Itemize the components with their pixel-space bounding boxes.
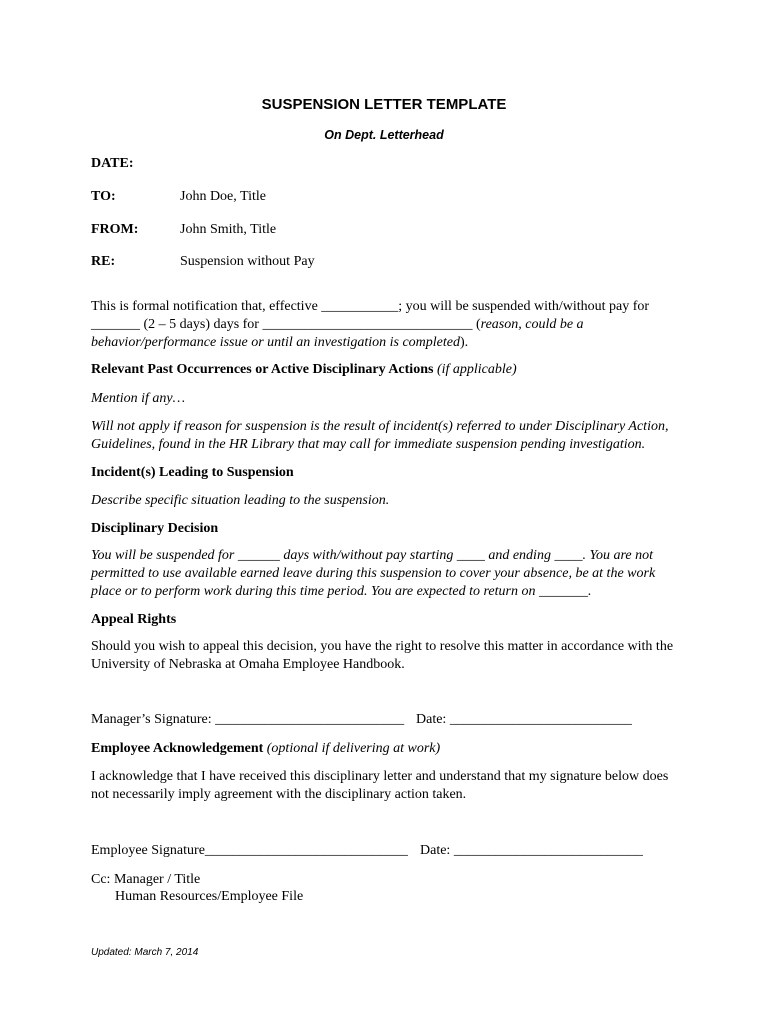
to-label: TO: (91, 189, 116, 204)
decision-heading: Disciplinary Decision (91, 521, 219, 536)
incidents-heading: Incident(s) Leading to Suspension (91, 465, 294, 480)
from-label: FROM: (91, 222, 139, 237)
re-label: RE: (91, 254, 116, 269)
employee-signature-date: Date: ___________________________ (420, 843, 643, 858)
cc-line-2: Human Resources/Employee File (115, 889, 304, 904)
appeal-body: Should you wish to appeal this decision, you have the right to resolve this matter in accordance with the University of Nebraska at Omaha Employee Handbook. (91, 639, 674, 672)
re-value: Suspension without Pay (180, 254, 315, 269)
acknowledgement-note: (optional if delivering at work) (266, 741, 441, 756)
intro-reason: reason, could be a behavior/performance issue or until an investigation is completed (91, 317, 584, 350)
manager-signature-date: Date: __________________________ (416, 712, 632, 727)
cc-line-1: Cc: Manager / Title (91, 872, 201, 887)
acknowledgement-heading: Employee Acknowledgement (91, 741, 264, 756)
from-value: John Smith, Title (180, 222, 277, 237)
past-occurrences-body: Will not apply if reason for suspension is the result of incident(s) referred to under Disciplinary Action, Guidelines, found in the HR Library that may call for immediate suspension pending investigation. (91, 419, 669, 452)
past-occurrences-mention: Mention if any… (91, 391, 186, 406)
document-title: SUSPENSION LETTER TEMPLATE (261, 96, 507, 113)
employee-signature-line: Employee Signature_____________________________ (91, 843, 408, 858)
past-occurrences-note: (if applicable) (436, 362, 517, 377)
intro-text: This is formal notification that, effective ___________; you will be suspended with/without pay for _______ (2 – 5 days) days for ______________________________ ( (91, 299, 650, 332)
decision-body: You will be suspended for ______ days with/without pay starting ____ and ending ____. You are not permitted to use available earned leave during this suspension to cover your absence, be at the work place or to perform work during this time period. You are expected to return on _______. (91, 548, 656, 599)
acknowledgement-body: I acknowledge that I have received this disciplinary letter and understand that my signature below does not necessarily imply agreement with the disciplinary action taken. (91, 769, 669, 802)
appeal-heading: Appeal Rights (91, 612, 177, 627)
incidents-body: Describe specific situation leading to the suspension. (91, 493, 390, 508)
past-occurrences-heading: Relevant Past Occurrences or Active Disciplinary Actions (91, 362, 434, 377)
to-value: John Doe, Title (180, 189, 266, 204)
intro-paragraph (91, 298, 681, 352)
date-label: DATE: (91, 156, 134, 171)
manager-signature-line: Manager’s Signature: ___________________________ (91, 712, 405, 727)
updated-footer: Updated: March 7, 2014 (91, 947, 199, 958)
intro-end: ). (460, 335, 469, 350)
document-subtitle: On Dept. Letterhead (324, 128, 444, 142)
past-occurrences-heading-line (91, 361, 681, 379)
acknowledgement-heading-line (91, 740, 681, 758)
